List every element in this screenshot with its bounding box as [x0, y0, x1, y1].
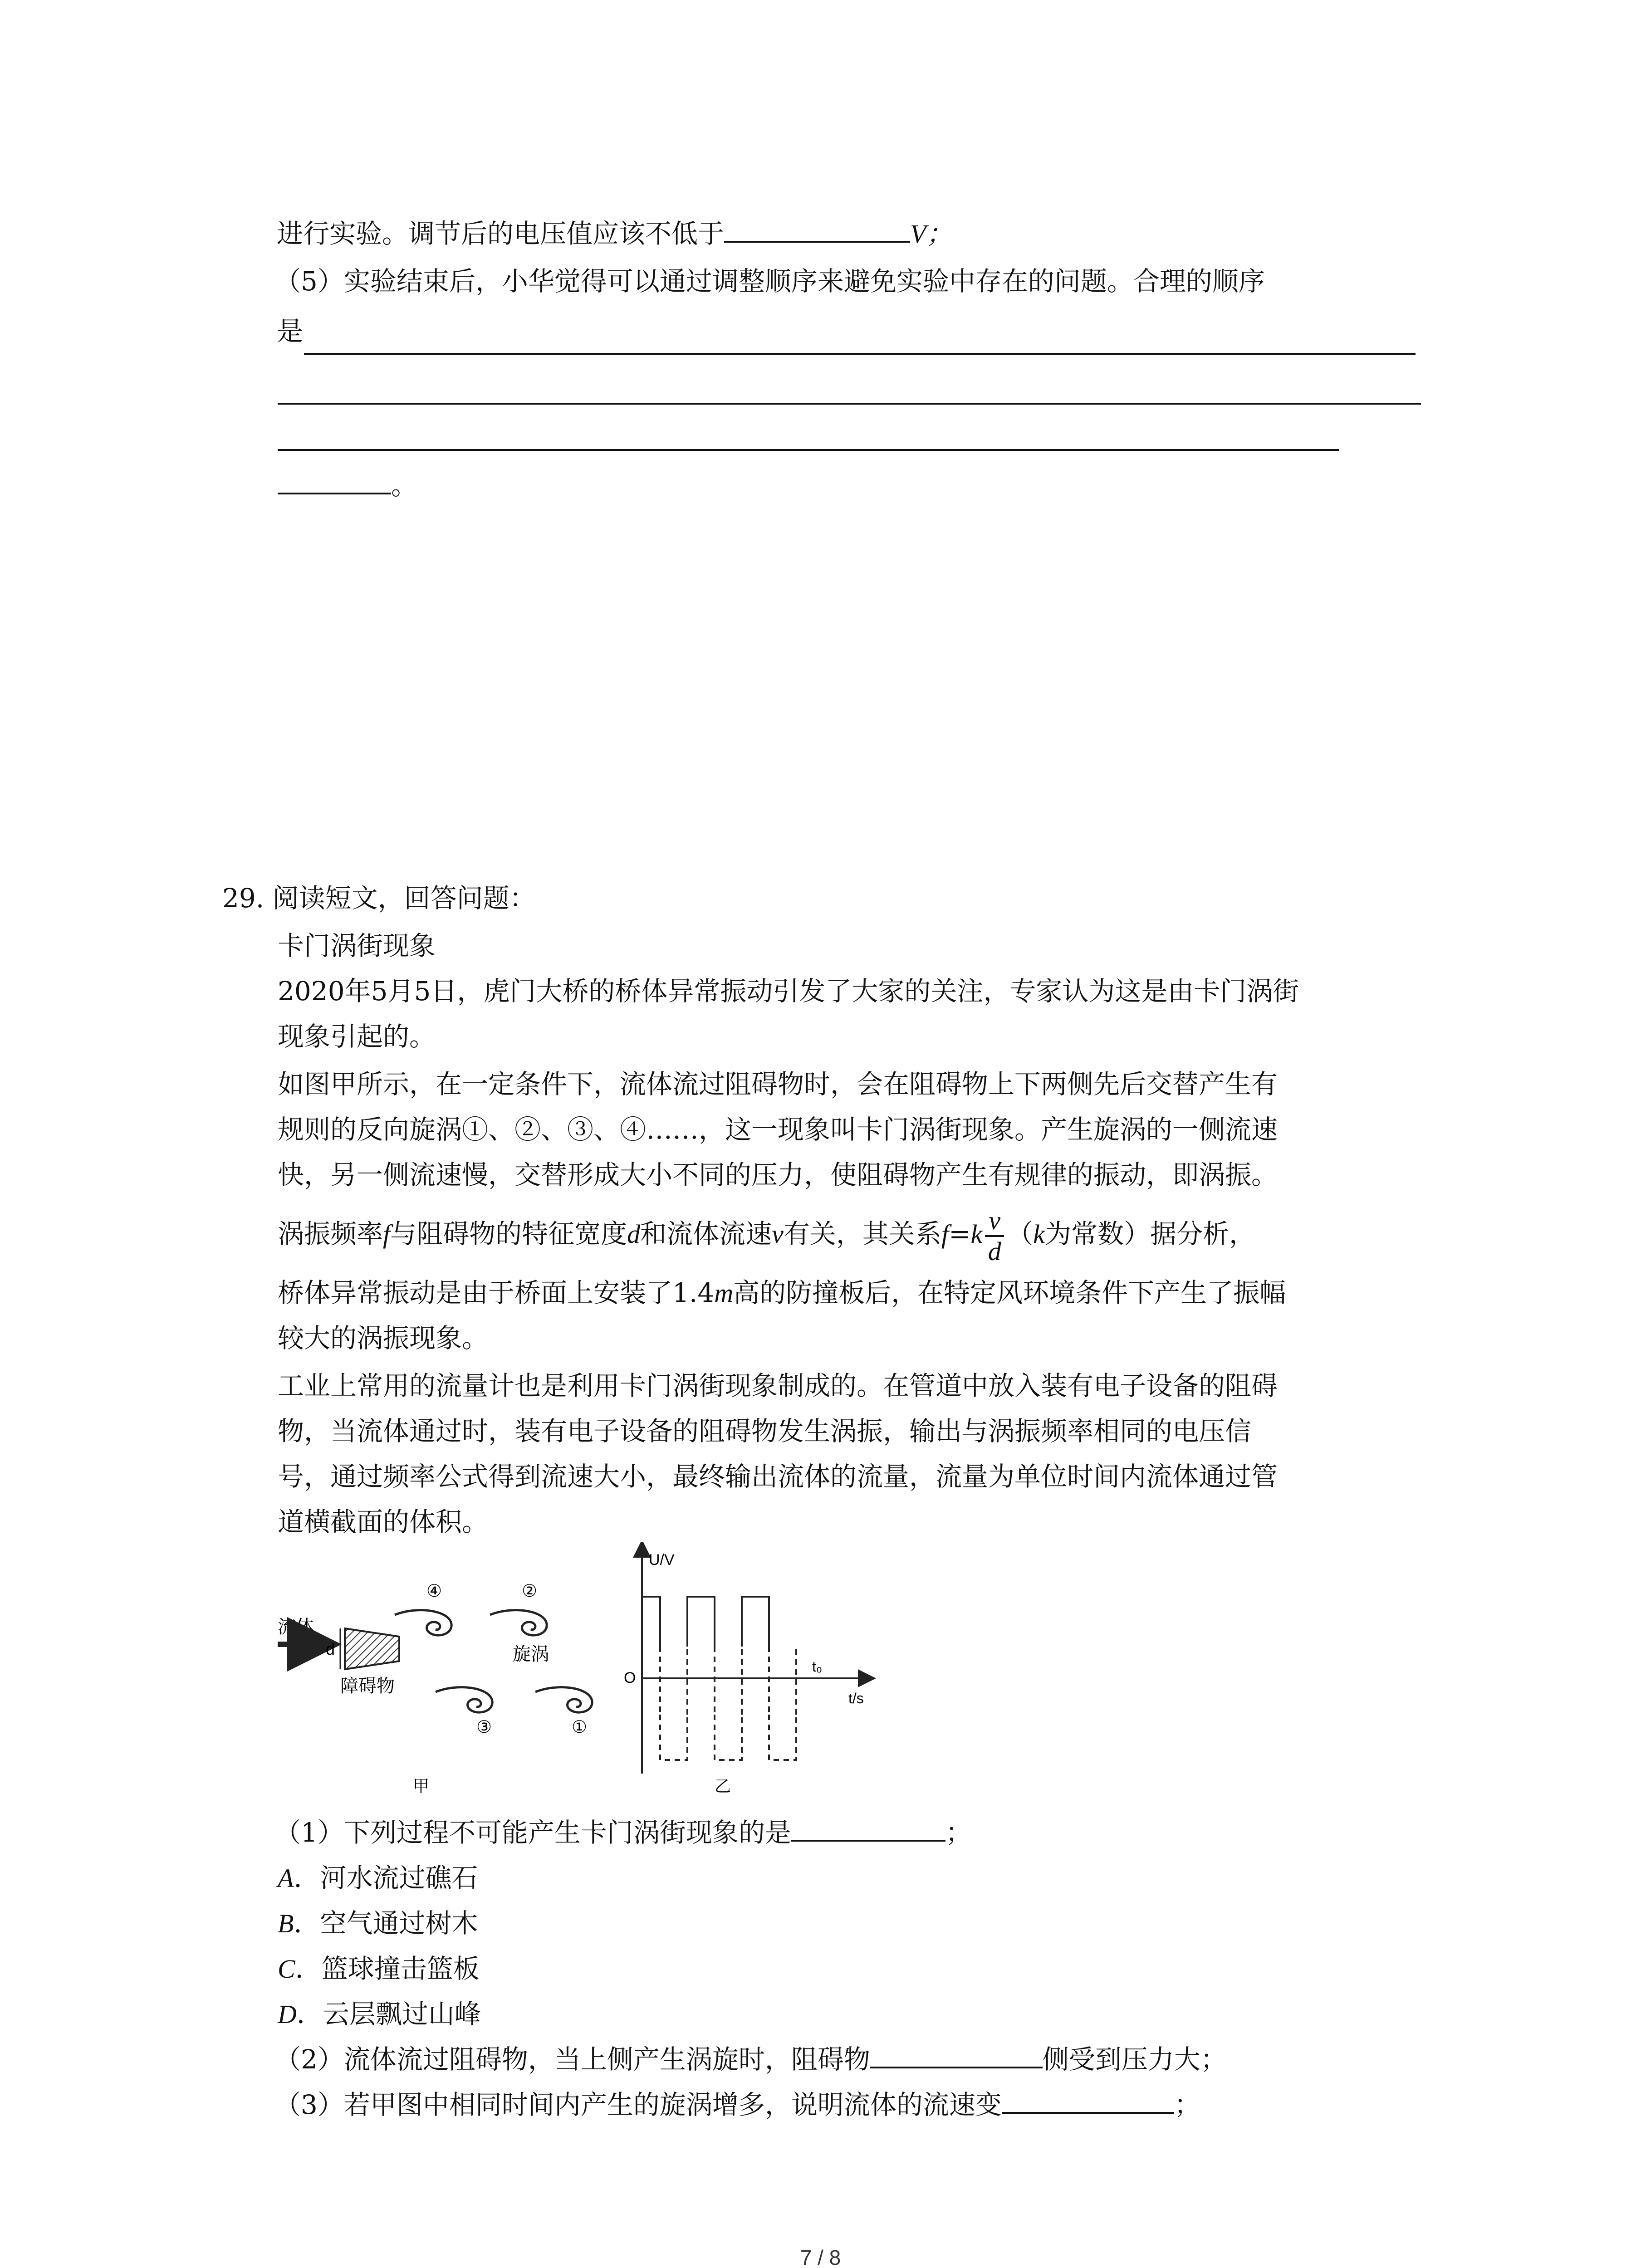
answer-blank-3[interactable] — [1002, 2087, 1174, 2114]
vortex-2-label: ② — [522, 1582, 538, 1601]
origin-label: O — [624, 1669, 636, 1686]
formula-fraction: $\frac{v}{d}$ — [985, 1206, 1004, 1266]
width-d-label: d — [326, 1640, 335, 1658]
figure-yi — [624, 1547, 869, 1795]
answer-blank-voltage[interactable] — [724, 215, 910, 243]
p2-line1: 如图甲所示，在一定条件下，流体流过阻碍物时，会在阻碍物上下两侧先后交替产生有 — [278, 1069, 1278, 1100]
answer-blank-1[interactable] — [791, 1814, 945, 1842]
p1-line2: 现象引起的。 — [278, 1021, 436, 1052]
q5-end-line: 。 — [278, 467, 417, 503]
line-voltage: 进行实验。调节后的电压值应该不低于 V； — [277, 215, 952, 252]
vortex-label: 旋涡 — [513, 1644, 549, 1664]
figure-yi-label: 乙 — [715, 1777, 731, 1795]
obstacle-label: 障碍物 — [340, 1676, 395, 1696]
option-b[interactable]: B．空气通过树木 — [278, 1908, 478, 1939]
fluid-label: 流体 — [278, 1617, 314, 1637]
sub-question-1: （1）下列过程不可能产生卡门涡街现象的是 ； — [274, 1814, 972, 1851]
figure-jia-label: 甲 — [413, 1777, 430, 1795]
vortex-3-label: ③ — [476, 1718, 492, 1737]
figure-jia — [278, 1582, 592, 1795]
karman-figure — [272, 1542, 907, 1796]
p3-line2: 物，当流体通过时，装有电子设备的阻碍物发生涡振，输出与涡振频率相同的电压信 — [278, 1416, 1252, 1447]
option-a[interactable]: A．河水流过礁石 — [278, 1862, 478, 1893]
p2-line2: 规则的反向旋涡①、②、③、④……，这一现象叫卡门涡街现象。产生旋涡的一侧流速 — [278, 1114, 1278, 1145]
article-title: 卡门涡街现象 — [278, 930, 436, 961]
t0-label: t₀ — [812, 1658, 823, 1675]
vortex-3-icon — [436, 1687, 492, 1713]
y-axis-label: U/V — [649, 1551, 675, 1569]
answer-rule-1[interactable] — [304, 353, 1416, 355]
obstacle-shape — [345, 1628, 399, 1669]
q29-header: 29. 阅读短文，回答问题： — [222, 883, 536, 914]
p2-line5: 桥体异常振动是由于桥面上安装了1.4m高的防撞板后，在特定风环境条件下产生了振幅 — [278, 1277, 1286, 1308]
option-c[interactable]: C．篮球撞击篮板 — [278, 1953, 480, 1984]
vortex-4-label: ④ — [426, 1582, 442, 1601]
vortex-1-icon — [535, 1687, 592, 1713]
p3-line3: 号，通过频率公式得到流速大小，最终输出流体的流量，流量为单位时间内流体通过管 — [278, 1461, 1278, 1492]
p2-line6: 较大的涡振现象。 — [278, 1323, 489, 1354]
p2-line3: 快，另一侧流速慢，交替形成大小不同的压力，使阻碍物产生有规律的振动，即涡振。 — [278, 1159, 1278, 1190]
vortex-4-icon — [395, 1610, 451, 1636]
page-number: 7 / 8 — [800, 2246, 841, 2268]
answer-blank-2[interactable] — [870, 2041, 1043, 2068]
p3-line1: 工业上常用的流量计也是利用卡门涡街现象制成的。在管道中放入装有电子设备的阻碍 — [278, 1370, 1278, 1401]
option-d[interactable]: D．云层飘过山峰 — [278, 1999, 481, 2029]
vortex-1-label: ① — [572, 1718, 588, 1737]
x-axis-label: t/s — [848, 1690, 864, 1706]
q5-line2: 是 — [277, 316, 304, 347]
answer-blank-order-end[interactable] — [278, 467, 391, 494]
vortex-2-icon — [490, 1610, 547, 1636]
sub-question-2: （2）流体流过阻碍物，当上侧产生涡旋时，阻碍物 侧受到压力大； — [274, 2041, 1227, 2077]
answer-rule-2[interactable] — [278, 403, 1421, 405]
q5-line1: （5）实验结束后，小华觉得可以通过调整顺序来避免实验中存在的问题。合理的顺序 — [274, 266, 1265, 297]
answer-rule-3[interactable] — [278, 449, 1339, 451]
sub-question-3: （3）若甲图中相同时间内产生的旋涡增多，说明流体的流速变 ； — [274, 2087, 1200, 2123]
p3-line4: 道横截面的体积。 — [278, 1506, 489, 1537]
p1-line1: 2020年5月5日，虎门大桥的桥体异常振动引发了大家的关注，专家认为这是由卡门涡街 — [278, 976, 1299, 1007]
p2-line4-formula: 涡振频率f与阻碍物的特征宽度d和流体流速v有关，其关系f=k $\frac{v}{d}$ （k为常数）据分析， — [278, 1205, 1255, 1266]
